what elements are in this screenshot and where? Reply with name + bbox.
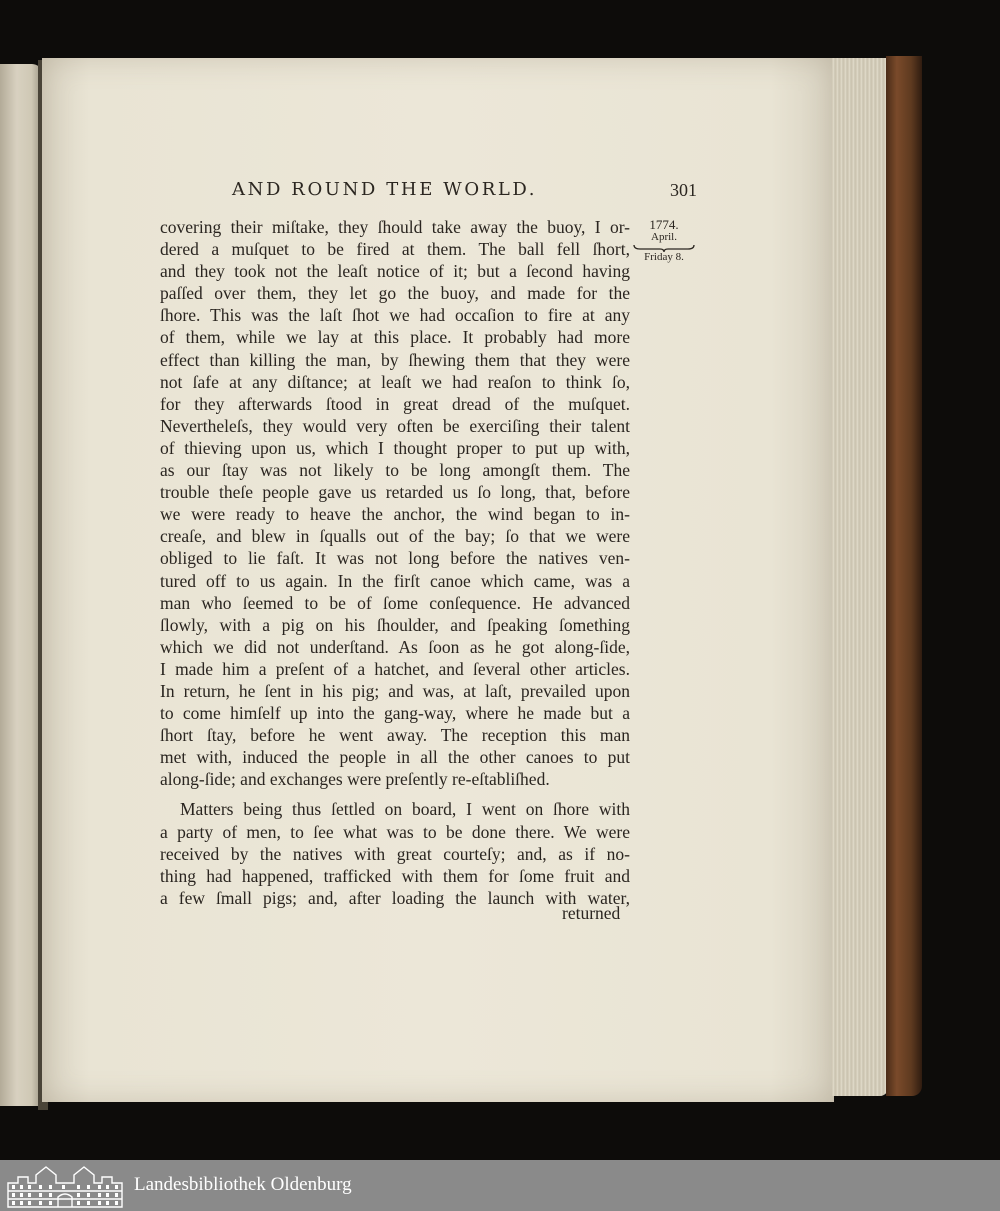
text-line: tured off to us again. In the firſt canoe which came, was a	[160, 570, 630, 591]
margin-note-day: Friday 8.	[644, 251, 684, 263]
text-line: which we did not underſtand. As ſoon as he got along-ſide,	[160, 636, 630, 657]
text-line: In return, he ſent in his pig; and was, at laſt, prevailed upon	[160, 680, 630, 701]
text-line: I made him a preſent of a hatchet, and ſeveral other articles.	[160, 658, 630, 679]
text-line: not ſafe at any diſtance; at leaſt we had reaſon to think ſo,	[160, 371, 630, 392]
library-name: Landesbibliothek Oldenburg	[134, 1174, 352, 1195]
text-line: paſſed over them, they let go the buoy, and made for the	[160, 283, 630, 304]
text-line: met with, induced the people in all the other canoes to put	[160, 747, 630, 768]
margin-note-year: 1774.	[649, 217, 679, 232]
text-line: a few ſmall pigs; and, after loading the launch with water,	[160, 887, 630, 908]
text-line: thing had happened, trafficked with them for ſome fruit and	[160, 865, 630, 886]
text-line: and they took not the leaſt notice of it; but a ſecond having	[160, 261, 630, 282]
margin-note-month: April.	[651, 231, 677, 243]
facing-page-edge	[0, 64, 42, 1106]
footer-bar	[0, 1160, 1000, 1211]
text-line: a party of men, to ſee what was to be done there. We were	[160, 821, 630, 842]
paragraph-1	[160, 216, 630, 790]
catchword: returned	[562, 903, 621, 923]
text-line: received by the natives with great courteſy; and, as if no-	[160, 843, 630, 864]
library-building-icon	[6, 1163, 124, 1209]
text-line: ſhort ſtay, before he went away. The reception this man	[160, 725, 630, 746]
text-line: along-ſide; and exchanges were preſently re-eſtabliſhed.	[160, 769, 550, 790]
text-line: covering their miſtake, they ſhould take away the buoy, I or-	[160, 217, 630, 237]
page-number: 301	[670, 180, 697, 200]
text-line: effect than killing the man, by ſhewing them that they were	[160, 349, 630, 370]
running-head: AND ROUND THE WORLD.	[232, 179, 538, 200]
text-line: creaſe, and blew in ſqualls out of the bay; ſo that we were	[160, 526, 630, 547]
text-line: Matters being thus ſettled on board, I went on ſhore with	[180, 799, 630, 820]
text-line: ſlowly, with a pig on his ſhoulder, and ſpeaking ſomething	[160, 614, 630, 635]
text-line: to come himſelf up into the gang-way, where he made but a	[160, 703, 630, 724]
text-line: of them, while we lay at this place. It probably had more	[160, 327, 630, 348]
text-line: dered a muſquet to be fired at them. The ball fell ſhort,	[160, 239, 630, 260]
body-text	[160, 216, 630, 909]
text-line: obliged to lie faſt. It was not long before the natives ven-	[160, 548, 630, 569]
paragraph-2	[160, 798, 630, 908]
page-edges	[832, 58, 888, 1096]
text-line: for they afterwards ſtood in great dread of the muſquet.	[160, 393, 630, 414]
text-line: ſhore. This was the laſt ſhot we had occaſion to fire at any	[160, 305, 630, 326]
text-line: of thieving upon us, which I thought proper to put up with,	[160, 437, 630, 458]
text-line: man who ſeemed to be of ſome conſequence. He advanced	[160, 592, 630, 613]
text-line: we were ready to heave the anchor, the wind began to in-	[160, 504, 630, 525]
text-line: trouble theſe people gave us retarded us ſo long, that, before	[160, 482, 630, 503]
text-line: Nevertheleſs, they would very often be exerciſing their talent	[160, 415, 630, 436]
book-cover	[886, 56, 922, 1096]
text-line: as our ſtay was not likely to be long amongſt them. The	[160, 460, 630, 481]
margin-note	[628, 218, 700, 263]
